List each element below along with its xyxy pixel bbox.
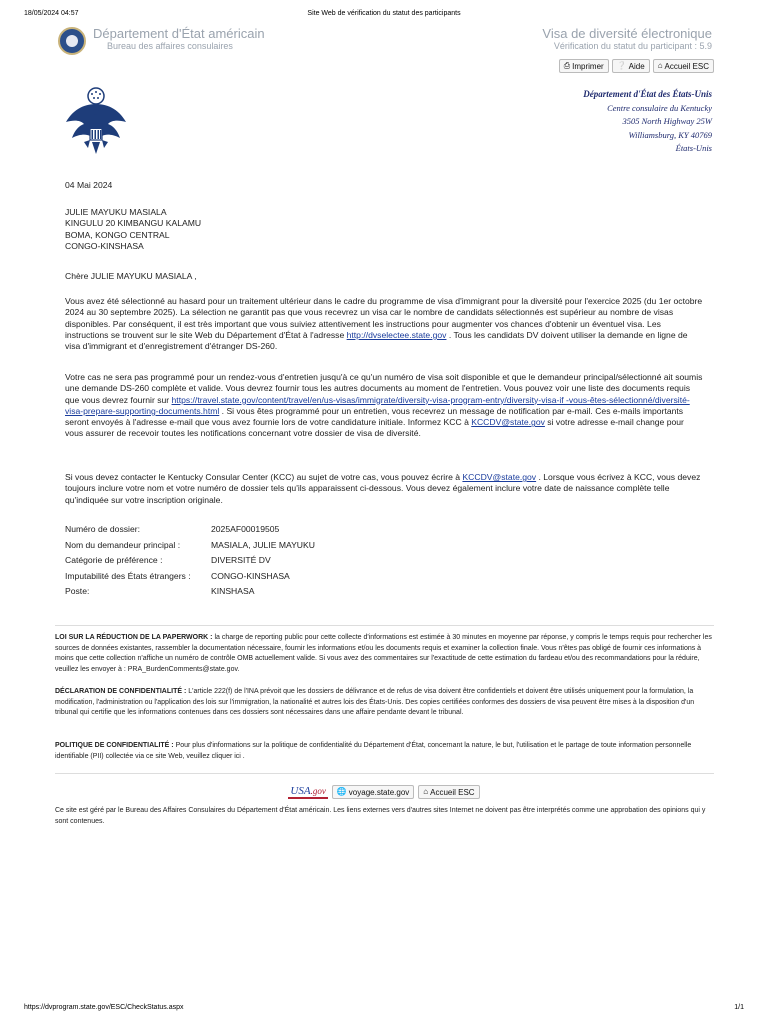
case-info-table: [65, 522, 315, 600]
print-page-count: 1/1: [734, 1004, 744, 1011]
help-button-label: Aide: [628, 61, 645, 71]
esc-home-button-label: Accueil ESC: [664, 61, 709, 71]
case-row: [65, 569, 315, 585]
privacy-text-end: .: [240, 752, 245, 760]
paragraph-text: . Lorsque vous écrivez à KCC, vous devez toujours inclure votre nom et votre numéro de dossier tels qu'ils apparaissent ci-dessous. Vous devez également inclure votre date de naissance complète telle qu'indiquée sur votre inscription originale.: [65, 472, 701, 505]
paperwork-notice: [55, 633, 714, 675]
paperwork-title: LOI SUR LA RÉDUCTION DE LA PAPERWORK :: [55, 634, 213, 641]
recipient-address: [65, 207, 704, 252]
dvselectee-link[interactable]: http://dvselectee.state.gov: [346, 329, 447, 340]
paragraph-text: Vous avez été sélectionné au hasard pour un traitement ultérieur dans le cadre du programme de visa d'immigrant pour la diversité pour l'exercice 2025 (du 1er octobre 2024 au 30 septembre 2025). La sélection ne garantit pas que vous recevrez un visa car le nombre de candidats sélectionnés est supérieur au nombre de visas disponibles. Par conséquent, il est très important que vous suiviez attentivement les instructions pour augmenter vos chances d'obtenir un éventuel visa. Les instructions se trouvent sur le site Web du Département d'État à l'adresse: [65, 296, 703, 340]
case-row: [65, 538, 315, 554]
usa-logo-suffix: .gov: [310, 786, 326, 796]
voyage-link-button[interactable]: [332, 785, 414, 799]
usa-logo-text: USA: [290, 785, 311, 797]
case-value: KINSHASA: [211, 586, 255, 597]
privacy-notice: [55, 741, 714, 762]
confidentiality-text: L'article 222(f) de l'INA prévoit que les dossiers de délivrance et de refus de visa doivent être confidentiels et doivent être utilisés uniquement pour la formulation, la modification, l'administration ou l'application des lois sur l'immigration, la nationalité et autres lois des États-Unis. Des copies certifiées conformes des dossiers de visa peuvent être mises à la disposition d'un tribunal qui certifie que les informations contenues dans ces dossiers sont nécessaires dans une affaire pendante devant le tribunal.: [55, 688, 695, 717]
recipient-line: CONGO-KINSHASA: [65, 240, 144, 251]
esc-home-button[interactable]: [653, 59, 714, 73]
print-datetime: 18/05/2024 04:57: [24, 10, 79, 17]
print-page-title: Site Web de vérification du statut des participants: [307, 10, 461, 17]
privacy-link[interactable]: cliquer ici: [211, 752, 241, 760]
case-value: 2025AF00019505: [211, 524, 280, 534]
case-value: MASIALA, JULIE MAYUKU: [211, 539, 315, 550]
case-value: DIVERSITÉ DV: [211, 555, 271, 566]
privacy-text: Pour plus d'informations sur la politique de confidentialité du Département d'État, concernant la nature, le but, l'utilisation et le partage de toute information personnelle identifiable (PII) collectée via ce site Web, veuillez: [55, 742, 692, 760]
paperwork-text: la charge de reporting public pour cette collecte d'informations est estimée à 30 minutes en moyenne par réponse, y compris le temps requis pour rechercher les sources de données existantes, rassembler la documentation nécessaire, fournir les informations et/ou les documents requis et examiner la collection finale. Vous n'êtes pas obligé de fournir ces informations à moins que cette collection n'affiche un numéro de contrôle OMB actuellement valide. Si vous avez des commentaires sur l'exactitude de cette estimation du fardeau et/ou des recommandations pour la réduire, veuillez les envoyer à : PRA_BurdenComments@state.gov.: [55, 634, 712, 673]
state-department-seal-icon: [58, 27, 86, 55]
divider: [55, 625, 714, 626]
address-name: Département d'État des États-Unis: [583, 89, 712, 99]
printer-icon: ⎙: [563, 61, 571, 70]
print-button[interactable]: [559, 59, 609, 73]
address-line: Centre consulaire du Kentucky: [607, 102, 712, 113]
paragraph-contact: [65, 472, 704, 506]
voyage-link-label: voyage.state.gov: [348, 787, 410, 797]
case-label: Poste:: [65, 586, 90, 597]
case-row: [65, 553, 315, 569]
paragraph-text: Votre cas ne sera pas programmé pour un rendez-vous d'entretien jusqu'à ce qu'un numéro de visa soit disponible et que le demandeur principal/sélectionné ait soumis une demande DS-260 complète et valide. Vous devrez fournir tous les autres documents au moment de l'entretien. Vous pouvez voir une liste des documents requis que vous devrez fournir sur: [65, 372, 703, 405]
bureau-name: Bureau des affaires consulaires: [107, 41, 233, 51]
print-header: [0, 10, 768, 22]
footer-links: [0, 785, 768, 799]
address-line: Williamsburg, KY 40769: [628, 129, 712, 140]
print-url: https://dvprogram.state.gov/ESC/CheckStatus.aspx: [24, 1004, 184, 1011]
toolbar: [559, 59, 714, 73]
paragraph-text: Si vous devez contacter le Kentucky Consular Center (KCC) au sujet de votre cas, vous pouvez écrire à: [65, 472, 463, 482]
divider: [55, 773, 714, 774]
home-icon: ⌂: [423, 787, 429, 796]
case-label: Imputabilité des États étrangers :: [65, 570, 191, 581]
address-line: 3505 North Highway 25W: [622, 116, 712, 126]
case-label: Numéro de dossier:: [65, 524, 140, 534]
address-line: États-Unis: [675, 143, 712, 153]
paragraph-selection: [65, 296, 704, 352]
case-row: [65, 584, 315, 600]
print-button-label: Imprimer: [572, 61, 604, 71]
consular-address: [583, 88, 712, 156]
paragraph-text: . Si vous êtes programmé pour un entretien, vous recevrez un message de notification par e-mail. Ces e-mails importants seront envoyés à l'adresse e-mail que vous avez fournie lors de votre candidature initiale. Informez KCC à: [65, 405, 684, 428]
salutation: Chère JULIE MAYUKU MASIALA ,: [65, 271, 197, 281]
confidentiality-title: DÉCLARATION DE CONFIDENTIALITÉ :: [55, 688, 187, 695]
recipient-line: JULIE MAYUKU MASIALA: [65, 207, 167, 217]
case-row: [65, 522, 315, 538]
case-label: Catégorie de préférence :: [65, 555, 163, 566]
recipient-line: KINGULU 20 KIMBANGU KALAMU: [65, 218, 202, 229]
usa-gov-logo[interactable]: [288, 785, 327, 799]
help-button[interactable]: [612, 59, 650, 73]
question-icon: ❔: [616, 61, 627, 70]
privacy-title: POLITIQUE DE CONFIDENTIALITÉ :: [55, 742, 174, 749]
footer-esc-home-label: Accueil ESC: [430, 787, 475, 797]
paragraph-interview: [65, 372, 704, 440]
footer-esc-home-button[interactable]: [418, 785, 479, 799]
recipient-line: BOMA, KONGO CENTRAL: [65, 229, 170, 240]
kcc-email-link[interactable]: KCCDV@state.gov: [462, 472, 537, 482]
letter-date: 04 Mai 2024: [65, 180, 113, 190]
globe-icon: 🌐: [336, 787, 347, 796]
paragraph-text: . Tous les candidats DV doivent utiliser la demande en ligne de visa d'immigrant et d'enregistrement d'étranger DS-260.: [65, 329, 688, 352]
case-label: Nom du demandeur principal :: [65, 539, 181, 550]
supporting-documents-link[interactable]: https://travel.state.gov/content/travel/en/us-visas/immigrate/diversity-visa-program-entry/diversity-visa-if -vous-êtes-sélectionné/diversité-visa-prepare-supporting-documents.html: [65, 394, 690, 416]
site-title: Visa de diversité électronique: [542, 26, 712, 41]
case-value: CONGO-KINSHASA: [211, 570, 290, 581]
eagle-seal-icon: [64, 86, 128, 156]
site-subtitle: Vérification du statut du participant : 5.9: [553, 41, 712, 51]
confidentiality-notice: [55, 687, 714, 719]
paragraph-text: si votre adresse e-mail change pour vous assurer de recevoir toutes les notifications concernant votre dossier de visa de diversité.: [65, 417, 684, 439]
home-icon: ⌂: [657, 61, 663, 70]
footer-disclaimer: Ce site est géré par le Bureau des Affaires Consulaires du Département d'État américain. Les liens externes vers d'autres sites Internet ne doivent pas être interprétés comme une approbation des opinions qui y sont contenues.: [55, 807, 706, 825]
kcc-email-link[interactable]: KCCDV@state.gov: [471, 417, 545, 428]
department-name: Département d'État américain: [93, 26, 265, 41]
